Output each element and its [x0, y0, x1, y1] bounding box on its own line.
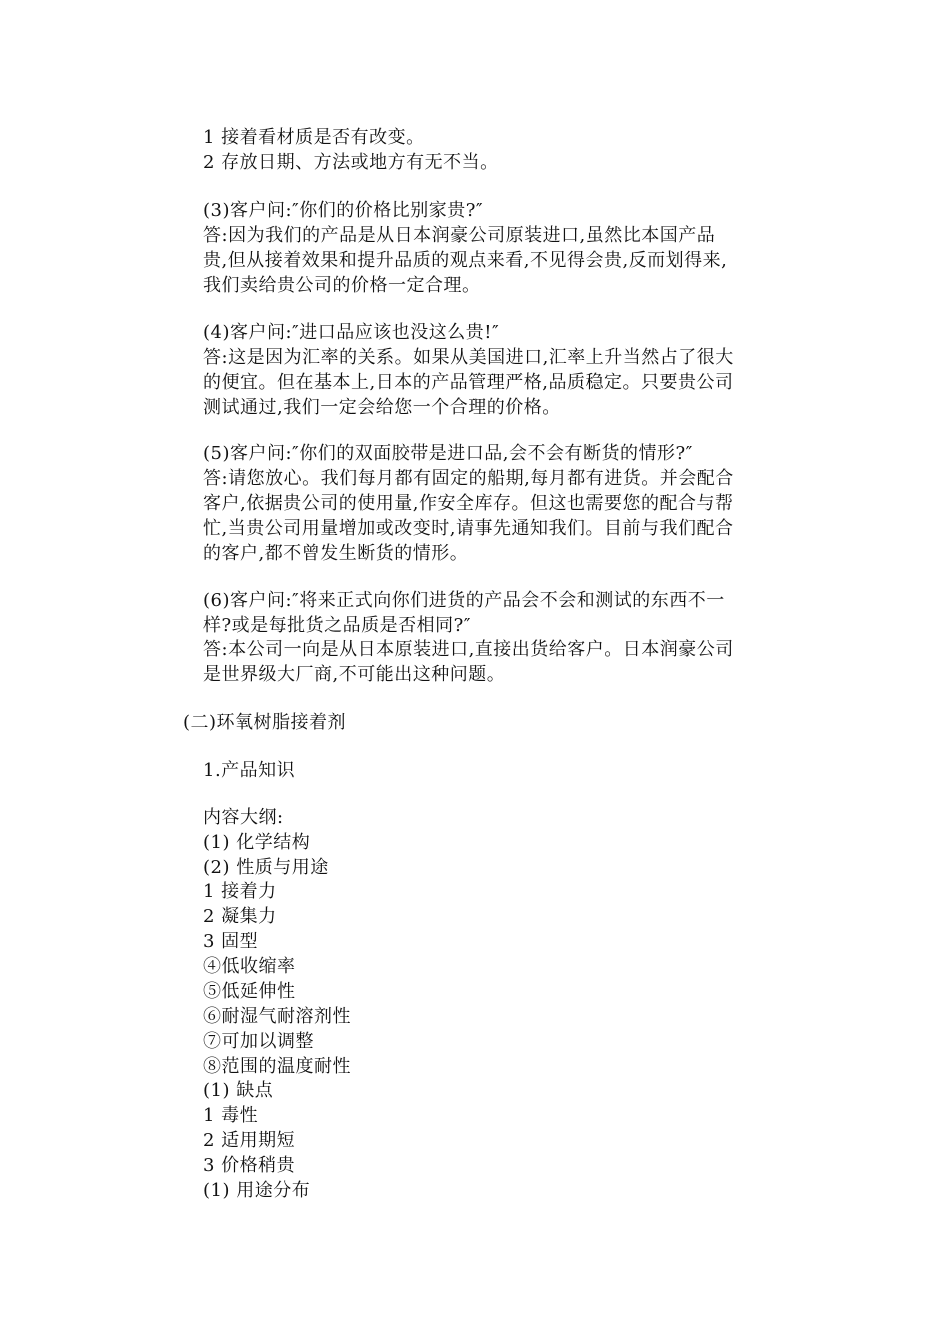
section-heading: (二)环氧树脂接着剂: [183, 712, 347, 733]
outline-item: (1) 化学结构: [203, 832, 311, 853]
answer-line: 我们卖给贵公司的价格一定合理。: [203, 275, 481, 296]
outline-item: (1) 用途分布: [203, 1180, 311, 1201]
outline-item: ⑦可加以调整: [203, 1031, 314, 1052]
outline-item: (1) 缺点: [203, 1080, 274, 1101]
outline-item: ⑤低延伸性: [203, 981, 296, 1002]
answer-line: 的客户,都不曾发生断货的情形。: [203, 543, 469, 564]
outline-item: ⑥耐湿气耐溶剂性: [203, 1006, 351, 1027]
question-line: (6)客户问:″将来正式向你们进货的产品会不会和测试的东西不一: [203, 590, 725, 611]
question-line: (4)客户问:″进口品应该也没这么贵!″: [203, 322, 500, 343]
outline-heading: 内容大纲:: [203, 807, 284, 828]
text-line: 1 接着看材质是否有改变。: [203, 127, 425, 148]
outline-item: 1 毒性: [203, 1105, 259, 1126]
outline-item: 3 固型: [203, 931, 259, 952]
answer-line: 贵,但从接着效果和提升品质的观点来看,不见得会贵,反而划得来,: [203, 250, 728, 271]
subsection-heading: 1.产品知识: [203, 760, 296, 781]
answer-line: 是世界级大厂商,不可能出这种问题。: [203, 664, 506, 685]
answer-line: 客户,依据贵公司的使用量,作安全库存。但这也需要您的配合与帮: [203, 493, 734, 514]
answer-line: 答:请您放心。我们每月都有固定的船期,每月都有进货。并会配合: [203, 468, 734, 489]
outline-item: 1 接着力: [203, 881, 277, 902]
outline-item: ⑧范围的温度耐性: [203, 1056, 351, 1077]
outline-item: ④低收缩率: [203, 956, 296, 977]
outline-item: 2 适用期短: [203, 1130, 296, 1151]
question-line: (5)客户问:″你们的双面胶带是进口品,会不会有断货的情形?″: [203, 443, 693, 464]
answer-line: 答:因为我们的产品是从日本润豪公司原装进口,虽然比本国产品: [203, 225, 716, 246]
question-line: 样?或是每批货之品质是否相同?″: [203, 615, 472, 636]
outline-item: 3 价格稍贵: [203, 1155, 296, 1176]
answer-line: 答:这是因为汇率的关系。如果从美国进口,汇率上升当然占了很大: [203, 347, 734, 368]
text-line: 2 存放日期、方法或地方有无不当。: [203, 152, 499, 173]
answer-line: 的便宜。但在基本上,日本的产品管理严格,品质稳定。只要贵公司: [203, 372, 734, 393]
answer-line: 答:本公司一向是从日本原装进口,直接出货给客户。日本润豪公司: [203, 639, 734, 660]
outline-item: (2) 性质与用途: [203, 857, 329, 878]
answer-line: 测试通过,我们一定会给您一个合理的价格。: [203, 397, 561, 418]
question-line: (3)客户问:″你们的价格比别家贵?″: [203, 200, 484, 221]
outline-item: 2 凝集力: [203, 906, 277, 927]
answer-line: 忙,当贵公司用量增加或改变时,请事先通知我们。目前与我们配合: [203, 518, 734, 539]
